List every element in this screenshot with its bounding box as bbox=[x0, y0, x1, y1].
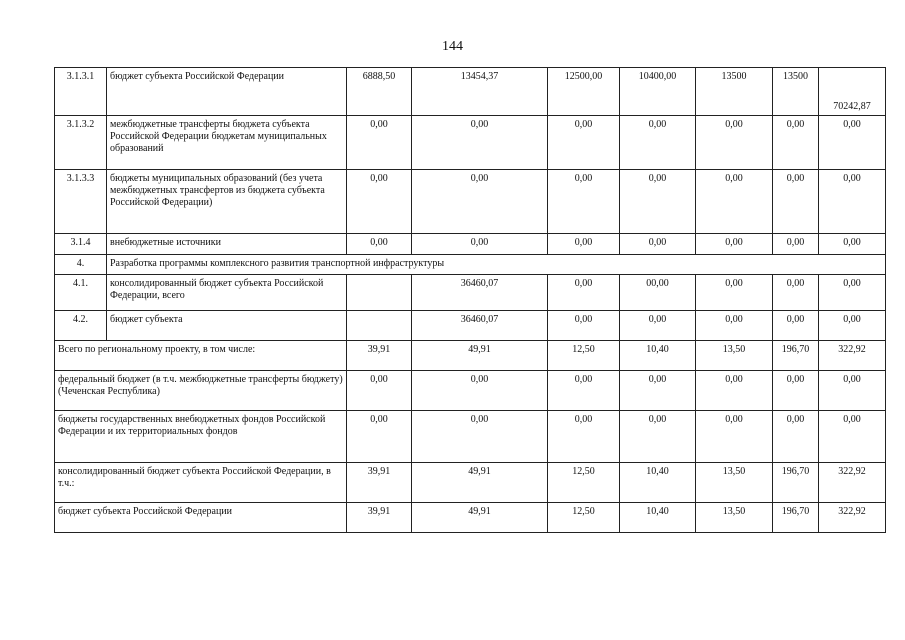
row-code: 4.2. bbox=[55, 311, 107, 341]
value-cell: 0,00 bbox=[347, 411, 412, 463]
value-cell: 196,70 bbox=[773, 463, 819, 503]
table-row bbox=[55, 68, 886, 116]
value-cell: 0,00 bbox=[696, 311, 773, 341]
value-cell: 0,00 bbox=[347, 234, 412, 255]
value-cell: 13500 bbox=[696, 68, 773, 116]
total-cell: 0,00 bbox=[819, 170, 886, 234]
value-cell: 6888,50 bbox=[347, 68, 412, 116]
value-cell: 0,00 bbox=[696, 275, 773, 311]
value-cell: 13,50 bbox=[696, 463, 773, 503]
value-cell: 0,00 bbox=[696, 116, 773, 170]
row-code: 3.1.3.1 bbox=[55, 68, 107, 116]
summary-name: Всего по региональному проекту, в том числе: bbox=[55, 341, 347, 371]
summary-row bbox=[55, 503, 886, 533]
value-cell: 0,00 bbox=[773, 371, 819, 411]
total-cell: 0,00 bbox=[819, 311, 886, 341]
value-cell: 0,00 bbox=[620, 411, 696, 463]
total-cell: 322,92 bbox=[819, 503, 886, 533]
value-cell: 0,00 bbox=[412, 234, 548, 255]
value-cell: 36460,07 bbox=[412, 275, 548, 311]
value-cell: 39,91 bbox=[347, 463, 412, 503]
value-cell: 10,40 bbox=[620, 503, 696, 533]
value-cell: 0,00 bbox=[696, 170, 773, 234]
value-cell: 0,00 bbox=[548, 411, 620, 463]
value-cell: 0,00 bbox=[773, 116, 819, 170]
value-cell: 0,00 bbox=[773, 275, 819, 311]
budget-table bbox=[54, 67, 886, 533]
value-cell: 12,50 bbox=[548, 463, 620, 503]
section-row bbox=[55, 255, 886, 275]
total-cell: 0,00 bbox=[819, 234, 886, 255]
value-cell: 196,70 bbox=[773, 341, 819, 371]
section-code: 4. bbox=[55, 255, 107, 275]
value-cell: 0,00 bbox=[696, 411, 773, 463]
total-cell: 322,92 bbox=[819, 341, 886, 371]
row-name: бюджеты муниципальных образований (без учета межбюджетных трансфертов из бюджета субъекта Российской Федерации) bbox=[107, 170, 347, 234]
value-cell: 0,00 bbox=[548, 116, 620, 170]
value-cell: 00,00 bbox=[620, 275, 696, 311]
value-cell: 0,00 bbox=[773, 311, 819, 341]
section-title: Разработка программы комплексного развития транспортной инфраструктуры bbox=[107, 255, 886, 275]
value-cell: 0,00 bbox=[412, 411, 548, 463]
value-cell: 0,00 bbox=[773, 234, 819, 255]
value-cell: 13454,37 bbox=[412, 68, 548, 116]
value-cell: 0,00 bbox=[773, 170, 819, 234]
row-code: 3.1.3.2 bbox=[55, 116, 107, 170]
summary-name: федеральный бюджет (в т.ч. межбюджетные трансферты бюджету) (Чеченская Республика) bbox=[55, 371, 347, 411]
value-cell: 0,00 bbox=[412, 170, 548, 234]
total-cell: 322,92 bbox=[819, 463, 886, 503]
value-cell: 10,40 bbox=[620, 341, 696, 371]
row-name: межбюджетные трансферты бюджета субъекта Российской Федерации бюджетам муниципальных образований bbox=[107, 116, 347, 170]
value-cell: 196,70 bbox=[773, 503, 819, 533]
value-cell: 0,00 bbox=[548, 275, 620, 311]
row-name: консолидированный бюджет субъекта Российской Федерации, всего bbox=[107, 275, 347, 311]
value-cell: 36460,07 bbox=[412, 311, 548, 341]
summary-row bbox=[55, 341, 886, 371]
value-cell: 0,00 bbox=[620, 371, 696, 411]
summary-row bbox=[55, 463, 886, 503]
summary-row bbox=[55, 411, 886, 463]
value-cell: 0,00 bbox=[347, 371, 412, 411]
value-cell: 0,00 bbox=[347, 170, 412, 234]
value-cell bbox=[347, 311, 412, 341]
value-cell: 0,00 bbox=[347, 116, 412, 170]
value-cell: 12500,00 bbox=[548, 68, 620, 116]
value-cell: 39,91 bbox=[347, 503, 412, 533]
value-cell: 0,00 bbox=[696, 234, 773, 255]
value-cell: 0,00 bbox=[548, 170, 620, 234]
value-cell: 0,00 bbox=[620, 311, 696, 341]
value-cell: 0,00 bbox=[412, 371, 548, 411]
value-cell: 0,00 bbox=[548, 371, 620, 411]
value-cell: 49,91 bbox=[412, 463, 548, 503]
value-cell: 13,50 bbox=[696, 341, 773, 371]
value-cell: 12,50 bbox=[548, 341, 620, 371]
value-cell: 49,91 bbox=[412, 341, 548, 371]
table-row bbox=[55, 170, 886, 234]
summary-name: бюджеты государственных внебюджетных фондов Российской Федерации и их территориальных фондов bbox=[55, 411, 347, 463]
value-cell: 0,00 bbox=[412, 116, 548, 170]
value-cell: 13500 bbox=[773, 68, 819, 116]
value-cell: 0,00 bbox=[620, 116, 696, 170]
total-cell: 0,00 bbox=[819, 275, 886, 311]
table-row bbox=[55, 234, 886, 255]
row-code: 3.1.3.3 bbox=[55, 170, 107, 234]
value-cell: 13,50 bbox=[696, 503, 773, 533]
summary-name: консолидированный бюджет субъекта Российской Федерации, в т.ч.: bbox=[55, 463, 347, 503]
value-cell: 49,91 bbox=[412, 503, 548, 533]
value-cell: 0,00 bbox=[620, 170, 696, 234]
table-row bbox=[55, 311, 886, 341]
value-cell: 0,00 bbox=[696, 371, 773, 411]
total-cell: 0,00 bbox=[819, 371, 886, 411]
value-cell: 10,40 bbox=[620, 463, 696, 503]
total-cell: 70242,87 bbox=[819, 68, 886, 116]
table-row bbox=[55, 275, 886, 311]
value-cell: 0,00 bbox=[548, 234, 620, 255]
page-number: 144 bbox=[442, 39, 463, 54]
summary-name: бюджет субъекта Российской Федерации bbox=[55, 503, 347, 533]
row-code: 4.1. bbox=[55, 275, 107, 311]
total-cell: 0,00 bbox=[819, 411, 886, 463]
row-name: внебюджетные источники bbox=[107, 234, 347, 255]
row-code: 3.1.4 bbox=[55, 234, 107, 255]
value-cell: 0,00 bbox=[548, 311, 620, 341]
table-row bbox=[55, 116, 886, 170]
row-name: бюджет субъекта bbox=[107, 311, 347, 341]
value-cell: 0,00 bbox=[620, 234, 696, 255]
summary-row bbox=[55, 371, 886, 411]
value-cell: 10400,00 bbox=[620, 68, 696, 116]
value-cell: 0,00 bbox=[773, 411, 819, 463]
total-cell: 0,00 bbox=[819, 116, 886, 170]
row-name: бюджет субъекта Российской Федерации bbox=[107, 68, 347, 116]
value-cell: 12,50 bbox=[548, 503, 620, 533]
value-cell: 39,91 bbox=[347, 341, 412, 371]
value-cell bbox=[347, 275, 412, 311]
